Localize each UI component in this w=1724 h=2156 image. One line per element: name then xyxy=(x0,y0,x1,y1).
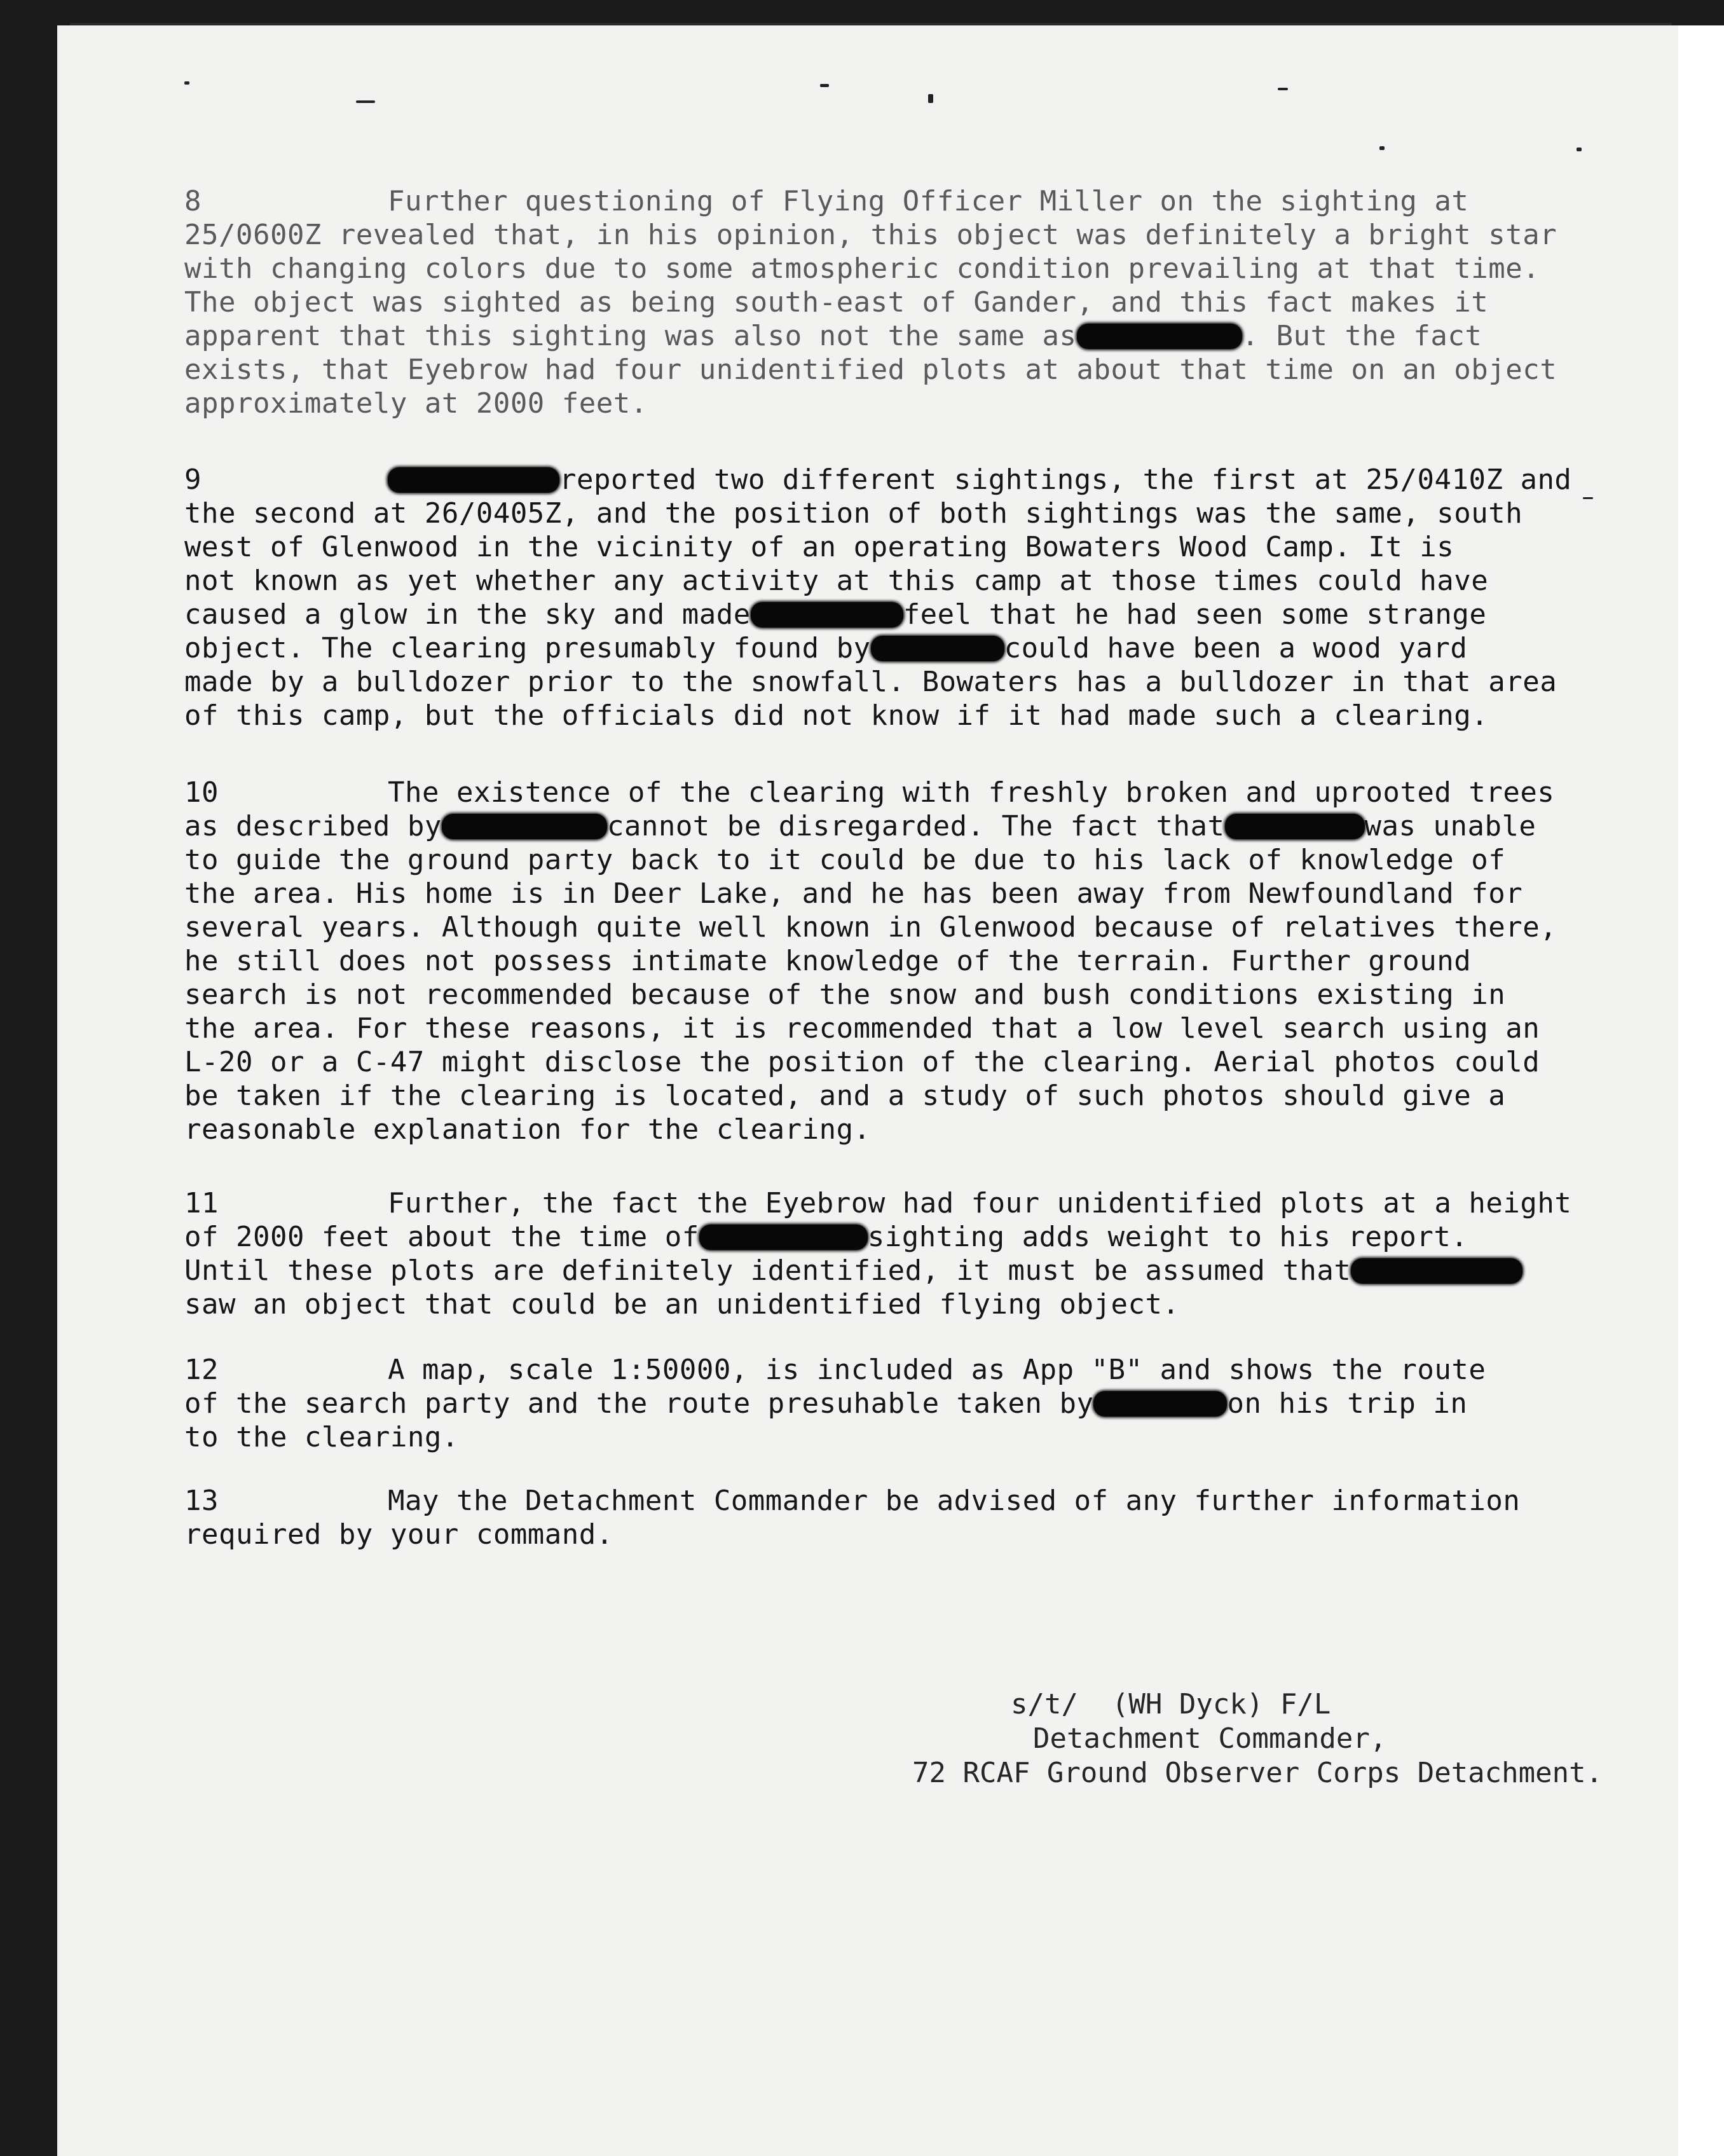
paragraph-line xyxy=(184,1287,1646,1321)
redaction-mark xyxy=(751,602,903,628)
paragraph-line xyxy=(184,910,1646,944)
text-segment: be taken if the clearing is located, and a study of such photos should give a xyxy=(184,1080,1506,1112)
paragraph-number: 12 xyxy=(184,1354,219,1386)
signature-line-3: 72 RCAF Ground Observer Corps Detachment. xyxy=(912,1757,1603,1789)
text-segment: cannot be disregarded. The fact that xyxy=(606,810,1225,842)
text-segment: Further questioning of Flying Officer Miller on the sighting at xyxy=(388,185,1469,217)
text-segment: exists, that Eyebrow had four unidentified plots at about that time on an object xyxy=(184,354,1557,386)
text-segment: west of Glenwood in the vicinity of an operating Bowaters Wood Camp. It is xyxy=(184,531,1454,563)
text-segment: approximately at 2000 feet. xyxy=(184,387,648,420)
text-segment: the second at 26/0405Z, and the position of both sightings was the same, south xyxy=(184,497,1523,530)
redaction-mark xyxy=(388,467,559,493)
paragraph-line xyxy=(184,1353,1646,1387)
paragraph-11 xyxy=(184,1186,1646,1321)
text-segment: made by a bulldozer prior to the snowfall. Bowaters has a bulldozer in that area xyxy=(184,666,1557,698)
text-segment: Further, the fact the Eyebrow had four unidentified plots at a height xyxy=(388,1187,1572,1219)
paragraph-10 xyxy=(184,776,1646,1146)
paragraph-line xyxy=(184,665,1646,699)
text-segment: with changing colors due to some atmospheric condition prevailing at that time. xyxy=(184,252,1540,285)
document-page xyxy=(57,25,1678,2156)
paragraph-line xyxy=(184,1220,1646,1254)
paragraph-line xyxy=(184,530,1646,564)
redaction-mark xyxy=(1077,324,1242,349)
paragraph-line xyxy=(184,699,1646,732)
speck xyxy=(1278,88,1288,90)
text-segment: apparent that this sighting was also not the same as xyxy=(184,320,1077,352)
redaction-mark xyxy=(871,636,1004,661)
text-segment: he still does not possess intimate knowledge of the terrain. Further ground xyxy=(184,945,1472,977)
text-segment: A map, scale 1:50000, is included as App "B" and shows the route xyxy=(388,1354,1486,1386)
text-segment: The existence of the clearing with freshly broken and uprooted trees xyxy=(388,776,1555,809)
text-segment: several years. Although quite well known in Glenwood because of relatives there, xyxy=(184,911,1557,944)
paragraph-line xyxy=(184,564,1646,598)
paragraph-line xyxy=(184,1012,1646,1045)
paragraph-line xyxy=(184,809,1646,843)
text-segment: The object was sighted as being south-east of Gander, and this fact makes it xyxy=(184,286,1489,319)
speck xyxy=(184,81,189,85)
paragraph-line xyxy=(184,944,1646,978)
text-segment: feel that he had seen some strange xyxy=(903,598,1487,631)
paragraph-line xyxy=(184,1420,1646,1454)
text-segment: object. The clearing presumably found by xyxy=(184,632,871,664)
paragraph-number: 8 xyxy=(184,185,202,217)
redaction-mark xyxy=(1093,1391,1227,1417)
page-right-margin xyxy=(1678,25,1724,2156)
paragraph-line xyxy=(184,285,1646,319)
text-segment: on his trip in xyxy=(1227,1387,1468,1420)
paragraph-line xyxy=(184,978,1646,1012)
paragraph-line xyxy=(184,1518,1646,1551)
text-segment: of 2000 feet about the time of xyxy=(184,1221,699,1253)
text-segment: to guide the ground party back to it could be due to his lack of knowledge of xyxy=(184,844,1506,876)
text-segment: as described by xyxy=(184,810,442,842)
paragraph-number: 10 xyxy=(184,776,219,809)
text-segment: . But the fact xyxy=(1242,320,1482,352)
text-segment: of the search party and the route presuhable taken by xyxy=(184,1387,1094,1420)
paragraph-line xyxy=(184,877,1646,910)
redaction-mark xyxy=(699,1225,868,1250)
paragraph-line xyxy=(184,1045,1646,1079)
paragraph-line xyxy=(184,463,1646,497)
paragraph-line xyxy=(184,387,1646,420)
text-segment: the area. For these reasons, it is recommended that a low level search using an xyxy=(184,1012,1540,1045)
text-segment: L-20 or a C-47 might disclose the position of the clearing. Aerial photos could xyxy=(184,1046,1540,1078)
text-segment: search is not recommended because of the snow and bush conditions existing in xyxy=(184,978,1506,1011)
paragraph-line xyxy=(184,598,1646,631)
paragraph-line xyxy=(184,1387,1646,1420)
paragraph-line xyxy=(184,1079,1646,1113)
paragraph-line xyxy=(184,497,1646,530)
paragraph-number: 9 xyxy=(184,463,202,496)
speck xyxy=(356,100,375,103)
speck xyxy=(1577,148,1582,151)
redaction-mark xyxy=(1225,814,1365,839)
text-segment: sighting adds weight to his report. xyxy=(867,1221,1468,1253)
paragraph-number: 11 xyxy=(184,1187,219,1219)
paragraph-line xyxy=(184,353,1646,387)
text-segment: reasonable explanation for the clearing. xyxy=(184,1113,871,1146)
text-segment: could have been a wood yard xyxy=(1004,632,1468,664)
speck xyxy=(928,94,933,103)
paragraph-13 xyxy=(184,1484,1646,1551)
text-segment: caused a glow in the sky and made xyxy=(184,598,751,631)
paragraph-line xyxy=(184,776,1646,809)
text-segment: was unable xyxy=(1364,810,1536,842)
paragraph-line xyxy=(184,252,1646,285)
text-segment: Until these plots are definitely identified, it must be assumed that xyxy=(184,1254,1351,1287)
text-segment: not known as yet whether any activity at this camp at those times could have xyxy=(184,565,1489,597)
redaction-mark xyxy=(442,814,607,839)
text-segment: of this camp, but the officials did not know if it had made such a clearing. xyxy=(184,699,1489,732)
signature-line-1: s/t/ (WH Dyck) F/L xyxy=(1011,1688,1331,1720)
paragraph-line xyxy=(184,1484,1646,1518)
paragraph-line xyxy=(184,218,1646,252)
paragraph-line xyxy=(184,1113,1646,1146)
text-segment: the area. His home is in Deer Lake, and he has been away from Newfoundland for xyxy=(184,877,1523,910)
text-segment: saw an object that could be an unidentified flying object. xyxy=(184,1288,1180,1321)
paragraph-line xyxy=(184,1254,1646,1287)
redaction-mark xyxy=(1351,1258,1522,1284)
text-segment: required by your command. xyxy=(184,1518,613,1551)
paragraph-line xyxy=(184,631,1646,665)
text-segment: reported two different sightings, the first at 25/0410Z and xyxy=(559,463,1572,496)
paragraph-number: 13 xyxy=(184,1485,219,1517)
paragraph-line xyxy=(184,1186,1646,1220)
paragraph-line xyxy=(184,184,1646,218)
paragraph-9 xyxy=(184,463,1646,732)
text-segment: May the Detachment Commander be advised of any further information xyxy=(388,1485,1521,1517)
paragraph-line xyxy=(184,319,1646,353)
text-segment: 25/0600Z revealed that, in his opinion, this object was definitely a bright star xyxy=(184,219,1557,251)
paragraph-line xyxy=(184,843,1646,877)
text-segment: to the clearing. xyxy=(184,1421,459,1453)
speck xyxy=(820,84,829,87)
paragraph-8 xyxy=(184,184,1646,420)
signature-line-2: Detachment Commander, xyxy=(1033,1722,1387,1755)
paragraph-12 xyxy=(184,1353,1646,1454)
speck xyxy=(1379,146,1385,150)
